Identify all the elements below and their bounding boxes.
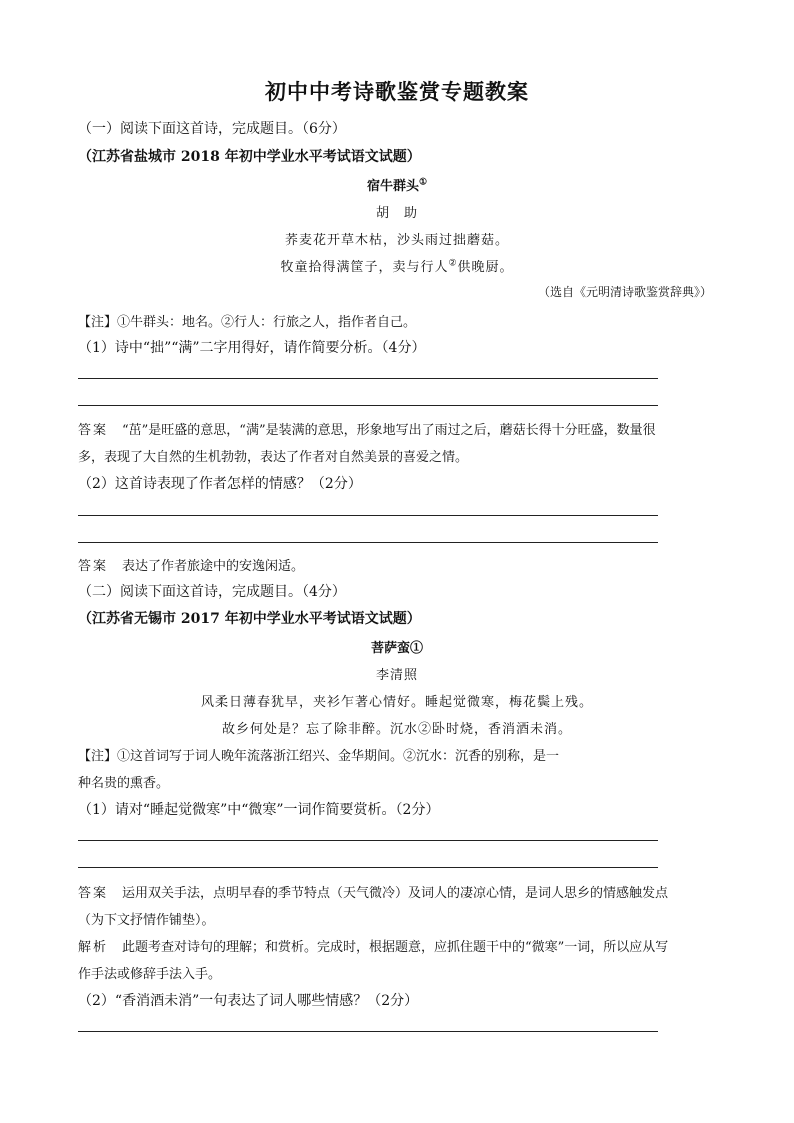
poem2-note-line2: 种名贵的熏香。 <box>78 776 170 791</box>
poem1-author: 胡 助 <box>375 206 418 221</box>
answer-line <box>78 867 658 868</box>
poem2-author: 李清照 <box>375 668 418 683</box>
section2-answer1-line1: 答案 运用双关手法，点明早春的季节特点（天气微冷）及词人的凄凉心情，是词人思乡的情感触发点 <box>78 886 669 901</box>
section2-answer1-line2: （为下文抒情作铺垫）。 <box>78 913 215 928</box>
section1-question1: （1）诗中“拙”“满”二字用得好，请作简要分析。（4分） <box>78 340 426 356</box>
poem2-line1: 风柔日薄春犹早，夹衫乍著心情好。睡起觉微寒，梅花鬓上残。 <box>200 695 593 710</box>
section1-heading: （一）阅读下面这首诗，完成题目。（6分） <box>78 121 346 137</box>
section1-question2: （2）这首诗表现了作者怎样的情感？（2分） <box>78 476 362 492</box>
section1-answer1-line2: 多，表现了大自然的生机勃勃，表达了作者对自然美景的喜爱之情。 <box>78 450 469 465</box>
answer-line <box>78 840 658 841</box>
poem1-note: 【注】①牛群头：地名。②行人：行旅之人，指作者自己。 <box>78 315 417 330</box>
section2-heading: （二）阅读下面这首诗，完成题目。（4分） <box>78 584 346 600</box>
section2-source: （江苏省无锡市 2017 年初中学业水平考试语文试题） <box>78 611 421 627</box>
section2-analysis-line2: 作手法或修辞手法入手。 <box>78 967 222 982</box>
answer-line <box>78 1031 658 1032</box>
poem1-line1: 荞麦花开草木枯，沙头雨过拙蘑菇。 <box>284 233 509 248</box>
poem2-note-line1: 【注】①这首词写于词人晚年流落浙江绍兴、金华期间。②沉水：沉香的别称，是一 <box>78 749 560 764</box>
section1-answer2: 答案 表达了作者旅途中的安逸闲适。 <box>78 559 305 574</box>
answer-line <box>78 405 658 406</box>
poem1-line2: 牧童拾得满筐子，卖与行人②供晚厨。 <box>280 258 514 275</box>
document-title: 初中中考诗歌鉴赏专题教案 <box>265 79 529 104</box>
section2-question2: （2）“香消酒未消”一句表达了词人哪些情感？（2分） <box>78 993 419 1009</box>
section1-answer1-line1: 答案 “茁”是旺盛的意思，“满”是装满的意思，形象地写出了雨过之后，蘑菇长得十分旺盛，数量很 <box>78 423 656 438</box>
answer-line <box>78 378 658 379</box>
poem2-title: 菩萨蛮① <box>370 641 423 656</box>
poem1-attribution: （选自《元明清诗歌鉴赏辞典》） <box>537 285 712 299</box>
answer-line <box>78 515 658 516</box>
answer-line <box>78 542 658 543</box>
section2-analysis-line1: 解析 此题考查对诗句的理解；和赏析。完成时，根据题意，应抓住题干中的“微寒”一词，所以应从写 <box>78 940 669 955</box>
poem2-line2: 故乡何处是？忘了除非醉。沉水②卧时烧，香消酒未消。 <box>221 722 572 737</box>
section2-question1: （1）请对“睡起觉微寒”中“微寒”一词作简要赏析。（2分） <box>78 802 440 818</box>
poem1-title: 宿牛群头① <box>366 177 428 194</box>
section1-source: （江苏省盐城市 2018 年初中学业水平考试语文试题） <box>78 149 421 165</box>
